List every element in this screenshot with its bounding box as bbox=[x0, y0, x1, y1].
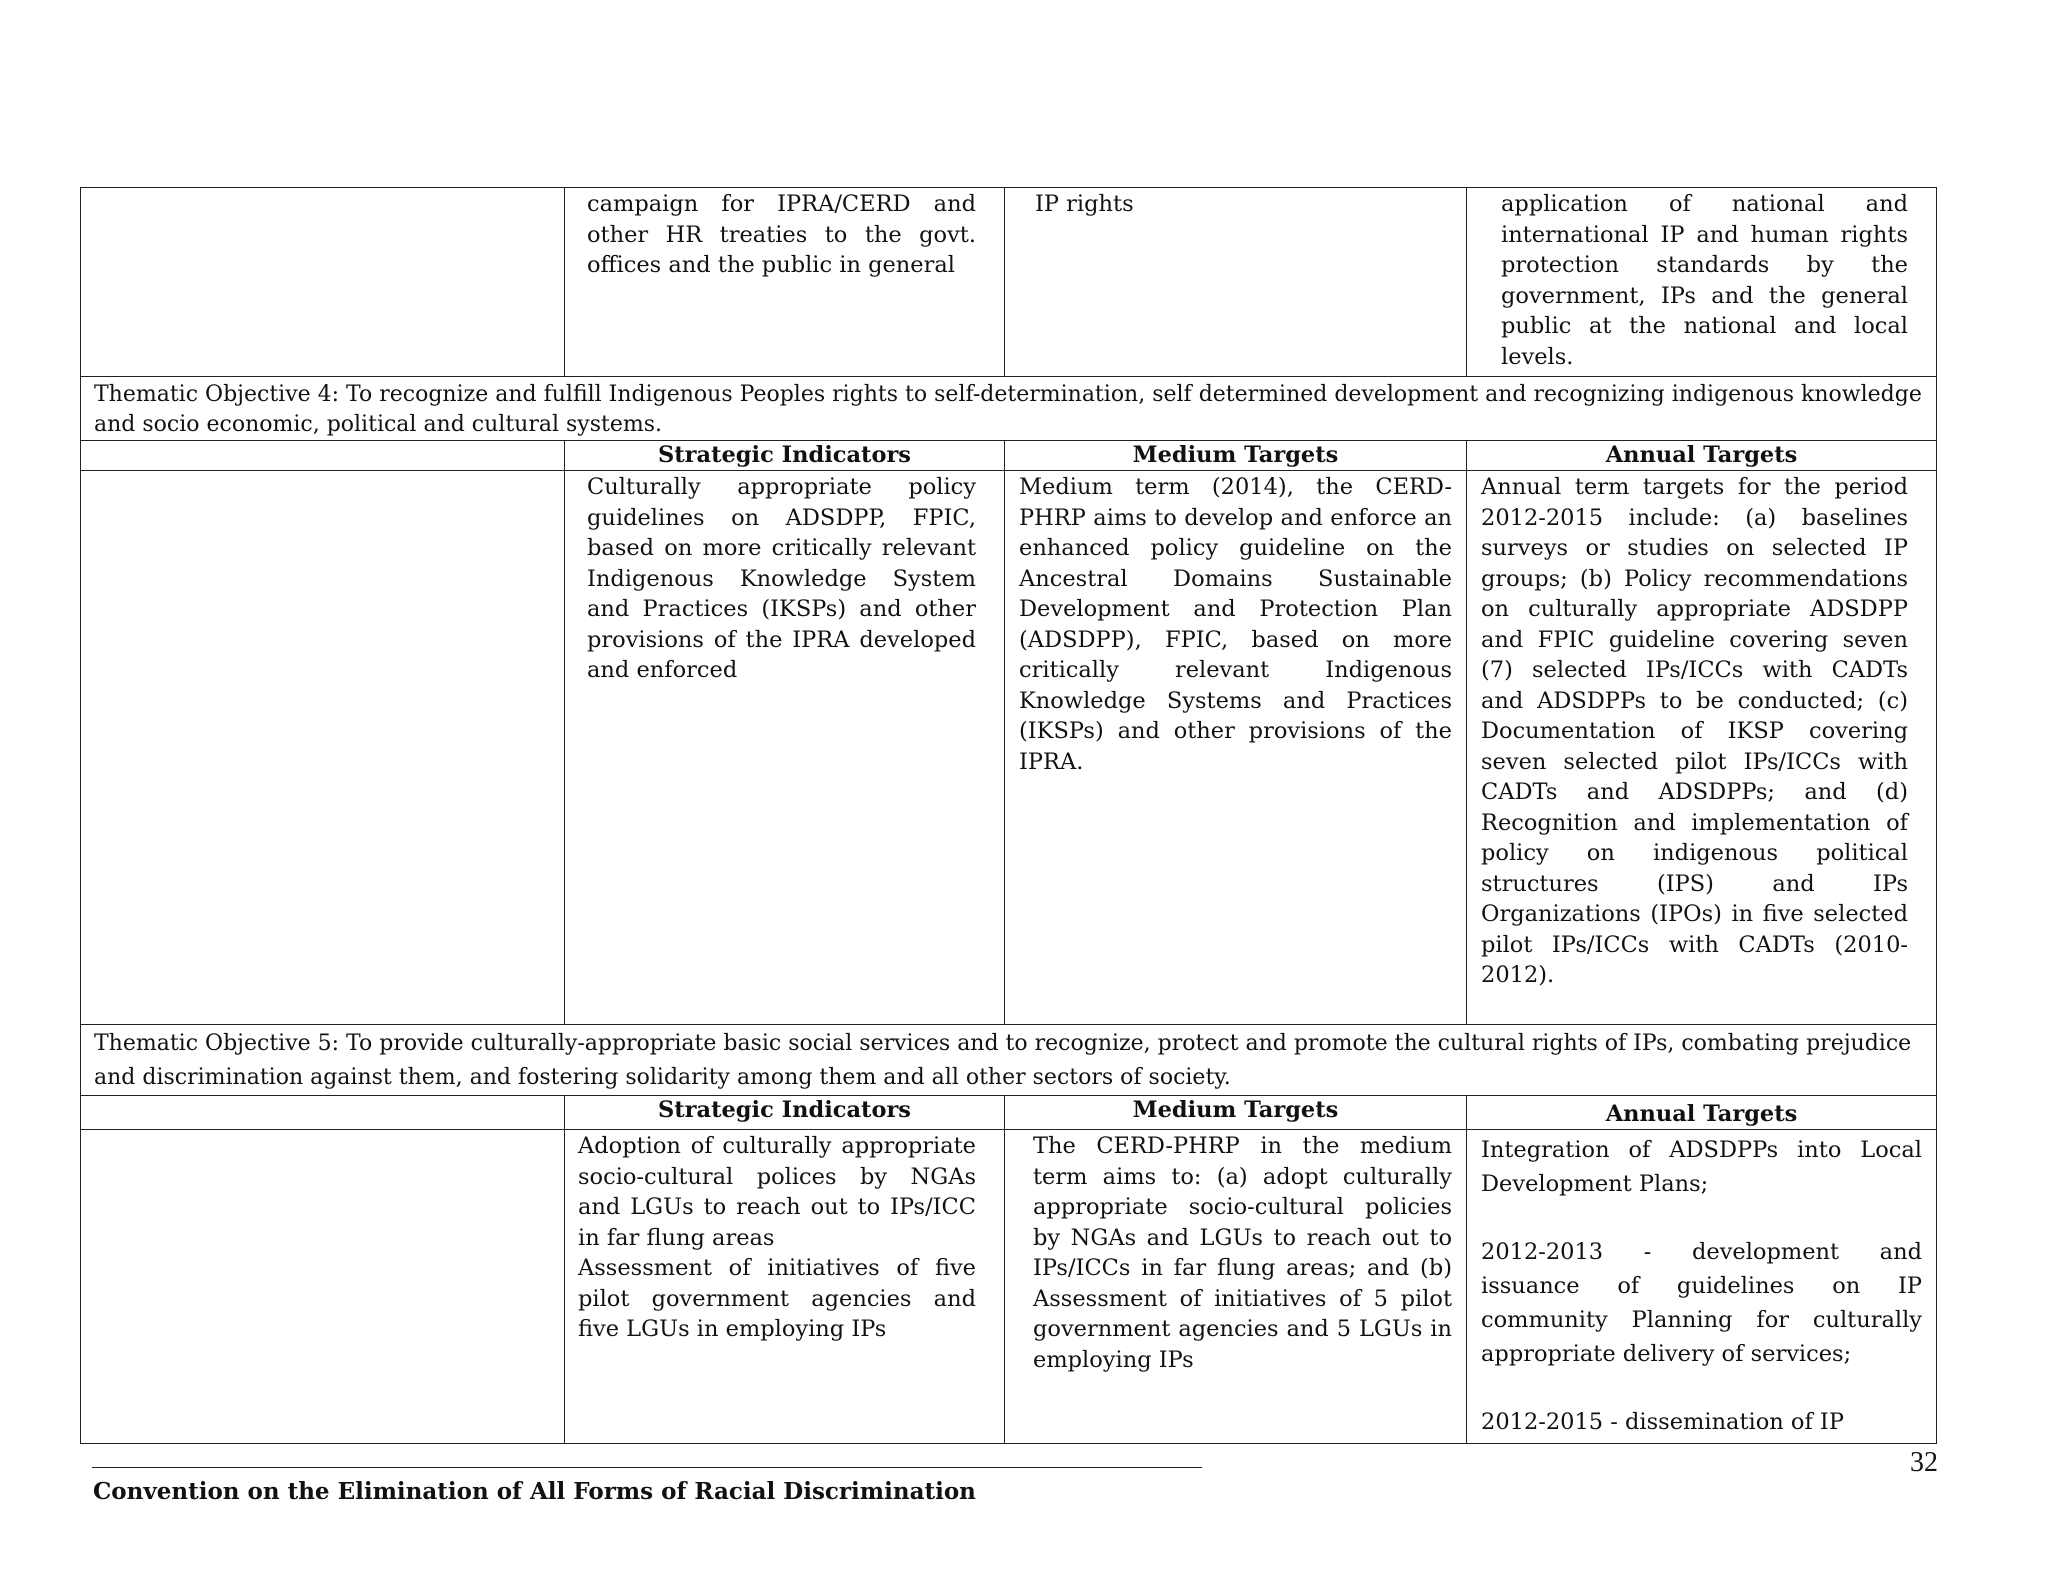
strategic-indicator-text: campaign for IPRA/CERD and other HR treaties to the govt. offices and the public in general bbox=[587, 191, 976, 278]
header-annual-targets bbox=[1467, 1096, 1937, 1130]
annual-target-c: 2012-2015 - dissemination of IP bbox=[1481, 1409, 1844, 1435]
strategic-indicator-text bbox=[565, 1130, 1004, 1349]
medium-target-text: IP rights bbox=[1035, 191, 1134, 217]
medium-target-cell bbox=[1005, 188, 1467, 377]
table-row bbox=[81, 188, 1937, 377]
annual-target-cell bbox=[1467, 471, 1937, 1025]
spacer bbox=[1481, 1371, 1922, 1405]
empty-header-cell bbox=[81, 441, 565, 471]
page-number: 32 bbox=[1910, 1447, 1938, 1478]
medium-target-cell bbox=[1005, 1130, 1467, 1444]
header-label: Strategic Indicators bbox=[658, 442, 911, 468]
thematic-objective-4: Thematic Objective 4: To recognize and fulfill Indigenous Peoples rights to self-determination, self determined development and recognizing indigenous knowledge and socio economic, political and cultural systems. bbox=[94, 382, 1922, 437]
empty-header-cell bbox=[81, 1096, 565, 1130]
thematic-objective-5-cell bbox=[81, 1025, 1937, 1096]
spacer bbox=[1481, 1201, 1922, 1235]
strategic-indicator-a: Adoption of culturally appropriate socio-cultural polices by NGAs and LGUs to reach out to IPs/ICC in far flung areas bbox=[578, 1133, 976, 1251]
annual-target-text bbox=[1467, 1130, 1936, 1443]
medium-target-text: The CERD-PHRP in the medium term aims to: (a) adopt culturally appropriate socio-cultural policies by NGAs and LGUs to reach out to IPs/ICCs in far flung areas; and (b) Assessment of initiatives of 5 pilot government agencies and 5 LGUs in employing IPs bbox=[1033, 1133, 1452, 1373]
strategic-indicator-b: Assessment of initiatives of five pilot government agencies and five LGUs in employing IPs bbox=[578, 1255, 976, 1342]
thematic-objective-row bbox=[81, 377, 1937, 441]
header-label: Annual Targets bbox=[1605, 442, 1798, 468]
table-row bbox=[81, 471, 1937, 1025]
empty-cell bbox=[81, 471, 565, 1025]
annual-target-cell bbox=[1467, 188, 1937, 377]
header-label: Annual Targets bbox=[1605, 1101, 1798, 1127]
header-row bbox=[81, 1096, 1937, 1130]
thematic-objective-row bbox=[81, 1025, 1937, 1096]
thematic-objective-4-cell bbox=[81, 377, 1937, 441]
strategic-indicator-cell bbox=[565, 188, 1005, 377]
targets-table bbox=[80, 187, 1937, 1444]
annual-target-cell bbox=[1467, 1130, 1937, 1444]
thematic-objective-5: Thematic Objective 5: To provide culturally-appropriate basic social services and to recognize, protect and promote the cultural rights of IPs, combating prejudice and discrimination against them, and fostering solidarity among them and all other sectors of society. bbox=[94, 1031, 1912, 1090]
document-table-container bbox=[80, 187, 1936, 1444]
annual-target-a: Integration of ADSDPPs into Local Development Plans; bbox=[1481, 1137, 1922, 1197]
strategic-indicator-cell bbox=[565, 1130, 1005, 1444]
medium-target-cell bbox=[1005, 471, 1467, 1025]
annual-target-text: Annual term targets for the period 2012-2015 include: (a) baselines surveys or studies on selected IP groups; (b) Policy recommendations on culturally appropriate ADSDPP and FPIC guideline covering seven (7) selected IPs/ICCs with CADTs and ADSDPPs to be conducted; (c) Documentation of IKSP covering seven selected pilot IPs/ICCs with CADTs and ADSDPPs; and (d) Recognition and implementation of policy on indigenous political structures (IPS) and IPs Organizations (IPOs) in five selected pilot IPs/ICCs with CADTs (2010-2012). bbox=[1481, 474, 1908, 988]
header-label: Medium Targets bbox=[1132, 442, 1339, 468]
annual-target-b: 2012-2013 - development and issuance of guidelines on IP community Planning for culturally appropriate delivery of services; bbox=[1481, 1239, 1922, 1367]
header-strategic-indicators bbox=[565, 1096, 1005, 1130]
strategic-indicator-cell bbox=[565, 471, 1005, 1025]
header-medium-targets bbox=[1005, 441, 1467, 471]
annual-target-text: application of national and international IP and human rights protection standards by the government, IPs and the general public at the national and local levels. bbox=[1501, 191, 1908, 370]
header-row bbox=[81, 441, 1937, 471]
header-annual-targets bbox=[1467, 441, 1937, 471]
header-medium-targets bbox=[1005, 1096, 1467, 1130]
medium-target-text: Medium term (2014), the CERD-PHRP aims to develop and enforce an enhanced policy guideline on the Ancestral Domains Sustainable Development and Protection Plan (ADSDPP), FPIC, based on more critically relevant Indigenous Knowledge Systems and Practices (IKSPs) and other provisions of the IPRA. bbox=[1019, 474, 1452, 775]
strategic-indicator-text: Culturally appropriate policy guidelines on ADSDPP, FPIC, based on more critically relevant Indigenous Knowledge System and Practices (IKSPs) and other provisions of the IPRA developed and enforced bbox=[587, 474, 976, 683]
empty-cell bbox=[81, 1130, 565, 1444]
footer-title: Convention on the Elimination of All Forms of Racial Discrimination bbox=[93, 1478, 976, 1505]
table-row bbox=[81, 1130, 1937, 1444]
footer-divider bbox=[92, 1467, 1202, 1468]
empty-cell bbox=[81, 188, 565, 377]
header-strategic-indicators bbox=[565, 441, 1005, 471]
header-label: Strategic Indicators bbox=[658, 1097, 911, 1123]
header-label: Medium Targets bbox=[1132, 1097, 1339, 1123]
